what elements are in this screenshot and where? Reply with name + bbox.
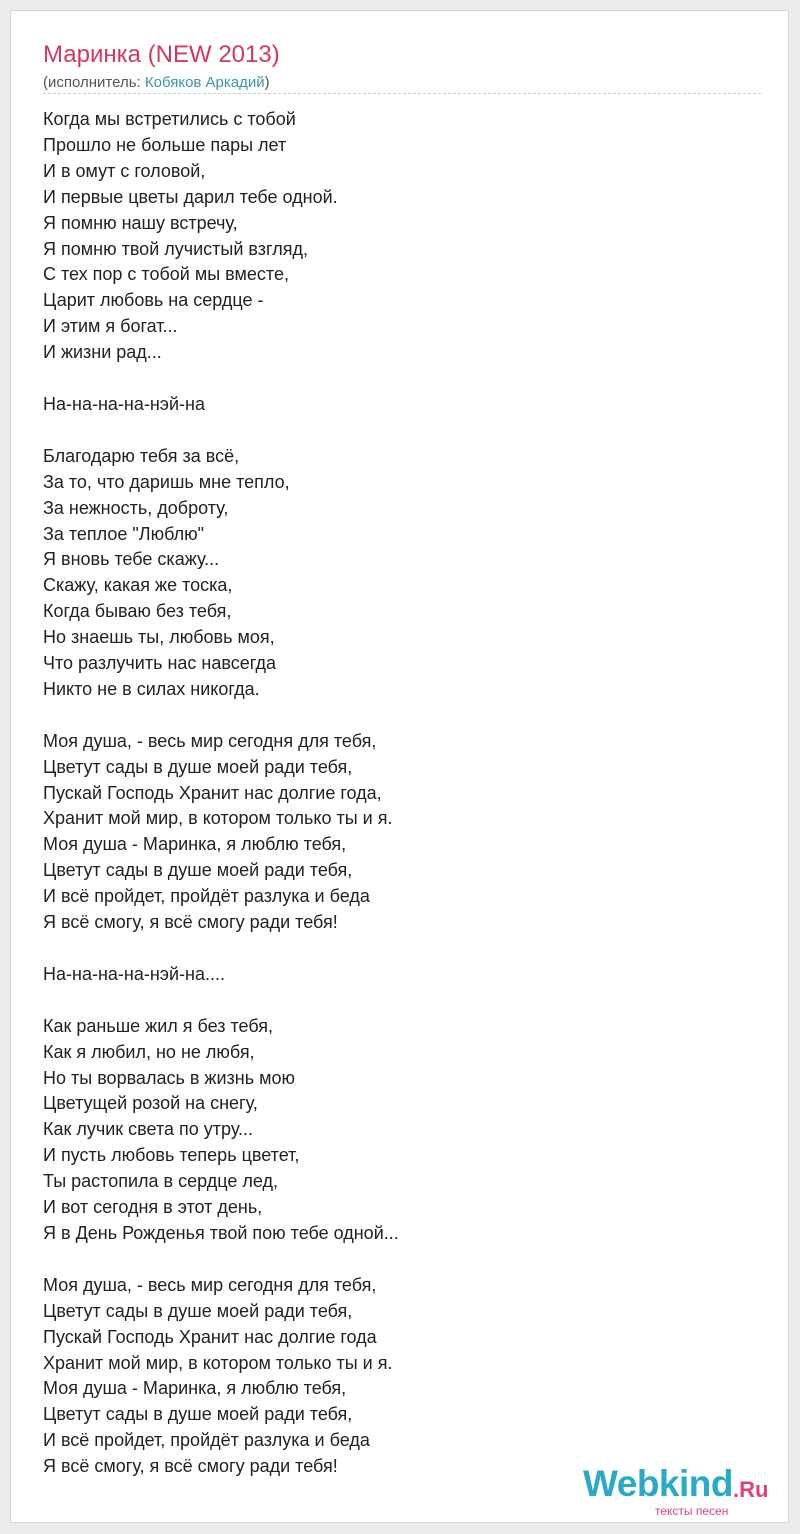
logo-name: Webkind xyxy=(583,1463,733,1504)
logo-tld: .Ru xyxy=(733,1477,769,1502)
title-divider xyxy=(43,93,761,94)
artist-suffix: ) xyxy=(264,74,270,91)
lyrics-text: Когда мы встретились с тобой Прошло не больше пары лет И в омут с головой, И первые цветы дарил тебе одной. Я помню нашу встречу, Я помню твой лучистый взгляд, С тех пор с тобой мы вместе, Царит любовь на сердце - И этим я богат... И жизни рад... На-на-на-на-нэй-на Благодарю тебя за всё, За то, что даришь мне тепло, За нежность, доброту, За теплое "Люблю" Я вновь тебе скажу... Скажу, какая же тоска, Когда бываю без тебя, Но знаешь ты, любовь моя, Что разлучить нас навсегда Никто не в силах никогда. Моя душа, - весь мир сегодня для тебя, Цветут сады в душе моей ради тебя, Пускай Господь Хранит нас долгие года, Хранит мой мир, в котором только ты и я. Моя душа - Маринка, я люблю тебя, Цветут сады в душе моей ради тебя, И всё пройдет, пройдёт разлука и беда Я всё смогу, я всё смогу ради тебя! На-на-на-на-нэй-на.... Как раньше жил я без тебя, Как я любил, но не любя, Но ты ворвалась в жизнь мою Цветущей розой на снегу, Как лучик света по утру... И пусть любовь теперь цветет, Ты растопила в сердце лед, И вот сегодня в этот день, Я в День Рожденья твой пою тебе одной... Моя душа, - весь мир сегодня для тебя, Цветут сады в душе моей ради тебя, Пускай Господь Хранит нас долгие года Хранит мой мир, в котором только ты и я. Моя душа - Маринка, я люблю тебя, Цветут сады в душе моей ради тебя, И всё пройдет, пройдёт разлука и беда Я всё смогу, я всё смогу ради тебя! xyxy=(43,109,399,1477)
artist-prefix: (исполнитель: xyxy=(43,74,145,91)
song-title: Маринка (NEW 2013) xyxy=(43,41,280,68)
artist-link[interactable]: Кобяков Аркадий xyxy=(144,74,265,91)
artist-line xyxy=(43,74,270,91)
site-logo[interactable] xyxy=(583,1463,783,1523)
logo-tagline: тексты песен xyxy=(655,1504,729,1518)
lyrics-card xyxy=(10,10,789,1523)
